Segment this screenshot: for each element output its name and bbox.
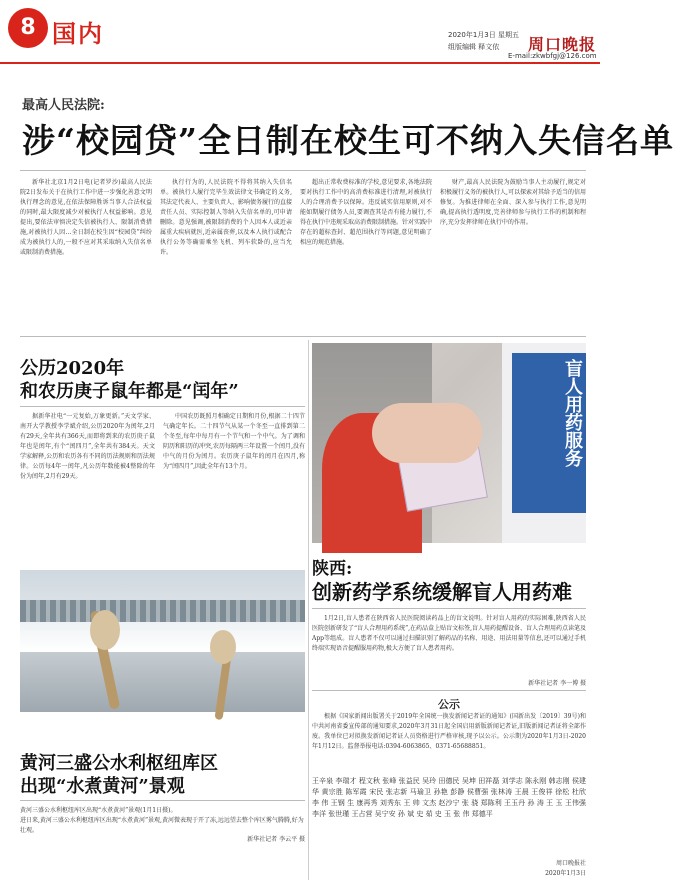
date-line: 2020年1月3日 星期五 xyxy=(448,31,519,39)
lead-col-1: 新华社北京1月2日电(记者罗沙)最高人民法院2日发布关于在执行工作中进一步强化善意文明执行理念的意见,在依法保障胜诉当事人合法权益的同时,最大限度减少对被执行人权益影响。意见提出,要依法审慎决定失信被执行人、限制消费措施,对被执行人因…全日制在校生因“校园贷”纠纷成为被执行人的,一般不应对其采取纳入失信名单或限制消费措施。 xyxy=(20,179,152,256)
reed-flower xyxy=(90,610,120,650)
yellow-river-credit: 新华社记者 李云平 摄 xyxy=(247,836,305,843)
lead-col-4: 财产,最高人民法院为鼓励当事人主动履行,规定对积极履行义务的被执行人,可以探索对其给予适当的信用修复。为推进律师在全面、深入参与执行工作,意见明确,提高执行透明度,完善律师参与执行工作的机制和程序,充分发挥律师在执行中的作用。 xyxy=(440,179,586,226)
email-line: E-mail:zkwbfgj@126.com xyxy=(508,52,597,60)
lead-col-3: 超出正常收费标准的学校,意见要求,各地法院要对执行工作中的高消费标准进行清理,对被执行人的合理消费予以保障。违反诚实信用原则,对不能如期履行债务人员,要调查其是否有能力履行,不得在执行中违规采取高消费限制措施。针对实践中存在的超标查封、超范围执行等问题,意见明确了相应的规范措施。 xyxy=(300,179,433,246)
leap-year-col-2: 中国农历既照月相确定日期和月份,根据二十四节气确定年长。二十四节气从某一个冬至一直排到第二个冬至,每年中每月有一个节气和一个中气。为了调和阴历和阳历的冲突,农历每隔两三年设置一个闰月,没有中气的月份为闰月。农历庚子鼠年的闰月在四月,称为“闰四月”,因此全年有13个月。 xyxy=(163,413,305,470)
notice-body: 根据《国家新闻出版署关于2019年全国统一换发新闻记者证的通知》(国新出发〔2019〕39号)和中共河南省委宣传部的通知要求,2020年3月31日起全国启用新版新闻记者证,旧版新闻记者证将全部作废。我单位已对拟换发新闻记者证人员资格进行严格审核,现予以公示。公示期为2020年1月3日-2020年1月12日。监督举报电话:0394-6063865、0371-65688851。 xyxy=(312,713,586,750)
leap-year-col-1: 据新华社电“一元复始,万象更新。”天文学家、南开大学教授李学斌介绍,公历2020年为闰年,2月有29天,全年共有366天,而即将到来的农历庚子鼠年也是闰年,有个“闰四月”,全年共有384天。天文学家解释,公历和农历各有不同的历法规则和历法规律。公历每4年一闰年,凡公历年数能被4整除的年份为闰年,2月有29天。 xyxy=(20,413,155,480)
leap-year-headline: 公历2020年 和农历庚子鼠年都是“闰年” xyxy=(20,358,239,402)
river-mist xyxy=(20,622,305,652)
service-sign: 盲人用药服务 xyxy=(512,353,586,513)
newspaper-logo: 周口晚报 xyxy=(528,35,597,54)
yellow-river-photo xyxy=(20,570,305,712)
lead-headline: 涉“校园贷”全日制在校生可不纳入失信名单 xyxy=(22,121,674,160)
notice-date: 2020年1月3日 xyxy=(545,870,586,877)
lead-bottom-rule xyxy=(20,336,586,337)
page-number-badge: 8 xyxy=(8,8,48,48)
notice-names: 王辛泉 李瑞才 程文秋 张峰 张益民 吴玲 田德民 吴坤 田祥磊 刘学志 陈永刚 韩志刚 侯建华 黄宗胜 陈军霞 宋民 张志新 马瑜卫 孙艳 彭静 侯曹强 张林涛 王晨 王俊祥 徐松 杜欣 李 伟 王钢 生 康再秀 刘秀东 王 帅 文杰 赵沙宁 张 骁 郑陈利 王玉丹 孙 涛 王 玉 王伟强 李洋 张世瑾 王占营 吴宁安 孙 斌 史 茹 史 玉 张 伟 郑德平 xyxy=(312,777,586,818)
lead-col-2: 执行行为的,人民法院不得将其纳入失信名单。被执行人履行完毕生效法律文书确定的义务,其法定代表人、主要负责人、影响债务履行的直接责任人员、实际控制人等纳入失信名单的,可申请删除。意见强调,被限制消费的个人因本人或近亲属重大疾病就医,近亲属丧葬,以及本人执行或配合执行公务等确需乘坐飞机、列车软卧的,应当允许。 xyxy=(160,179,293,256)
lead-rule xyxy=(20,170,586,171)
header-rule xyxy=(0,62,600,64)
shaanxi-body: 1月2日,盲人患者在陕西省人民医院阅读药品上的盲文说明。针对盲人用药的实际困难,陕西省人民医院创新研发了“盲人合理用药系统”,在药品盒上贴盲文标签,盲人用药提醒设备、盲人合理用药点读笔及App等组成。盲人患者不仅可以通过扫描识别了解药品的名称、用途、用法用量等信息,还可以通过手机终端实现语音提醒服用药物,极大方便了盲人患者用药。 xyxy=(312,615,586,652)
leap-year-rule xyxy=(20,406,305,407)
section-title: 国内 xyxy=(52,19,104,48)
column-divider xyxy=(308,340,309,880)
yellow-river-caption: 黄河三盛公水利枢纽库区出现“水煮黄河”景观(1月1日摄)。 进日来,黄河三盛公水利枢纽库区出现“水煮黄河”景观,黄河微表现于开了冻,远远望去整个库区雾气腾腾,好为壮观。 xyxy=(20,807,304,834)
lead-kicker: 最高人民法院: xyxy=(22,98,105,113)
dam-structure xyxy=(20,600,305,622)
notice-org: 周口晚报社 xyxy=(555,860,586,867)
blind-medicine-photo xyxy=(312,343,586,543)
reed-flower xyxy=(210,630,236,664)
notice-title: 公示 xyxy=(438,698,460,711)
shaanxi-headline: 创新药学系统缓解盲人用药难 xyxy=(312,580,572,604)
shaanxi-rule xyxy=(312,608,586,609)
hand-shape xyxy=(372,403,482,463)
editors-line: 组版编辑 释文依 xyxy=(448,43,500,51)
notice-rule xyxy=(312,690,586,691)
shaanxi-photo-credit: 新华社记者 李一博 摄 xyxy=(528,680,586,687)
yellow-river-rule xyxy=(20,800,305,801)
yellow-river-headline: 黄河三盛公水利枢纽库区 出现“水煮黄河”景观 xyxy=(20,753,218,797)
shaanxi-kicker: 陕西: xyxy=(312,559,353,579)
